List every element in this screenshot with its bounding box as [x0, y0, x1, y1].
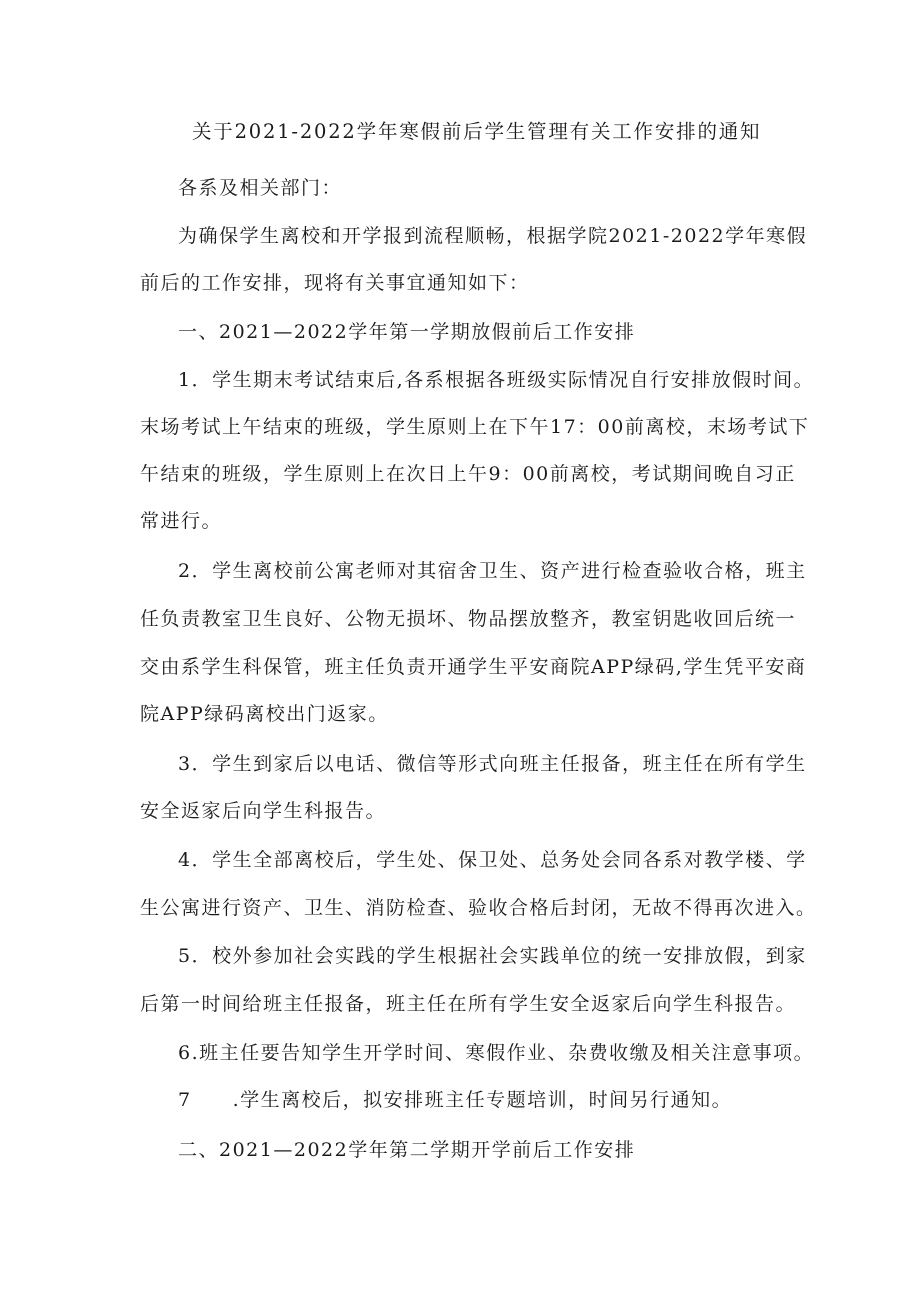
item-5-line-2: 后第一时间给班主任报备，班主任在所有学生安全返家后向学生科报告。 [140, 993, 797, 1015]
item-7-line-1: 7 .学生离校后，拟安排班主任专题培训，时间另行通知。 [178, 1089, 733, 1111]
document-title: 关于2021-2022学年寒假前后学生管理有关工作安排的通知 [192, 120, 762, 143]
item-1-line-2: 末场考试上午结束的班级，学生原则上在下午17：00前离校，末场考试下 [140, 416, 810, 438]
item-3-line-1: 3．学生到家后以电话、微信等形式向班主任报备，班主任在所有学生 [178, 753, 807, 775]
intro-line-1: 为确保学生离校和开学报到流程顺畅，根据学院2021-2022学年寒假 [178, 225, 808, 247]
section-2-heading: 二、2021—2022学年第二学期开学前后工作安排 [178, 1139, 636, 1161]
salutation: 各系及相关部门： [178, 177, 343, 199]
item-2-line-2: 任负责教室卫生良好、公物无损坏、物品摆放整齐，教室钥匙收回后统一 [140, 608, 797, 630]
item-1-line-3: 午结束的班级，学生原则上在次日上午9：00前离校，考试期间晚自习正 [140, 463, 796, 485]
item-4-line-2: 生公寓进行资产、卫生、消防检查、验收合格后封闭，无故不得再次进入。 [140, 897, 817, 919]
item-3-line-2: 安全返家后向学生科报告。 [140, 800, 387, 822]
item-6-line-1: 6.班主任要告知学生开学时间、寒假作业、杂费收缴及相关注意事项。 [178, 1042, 815, 1064]
item-1-line-4: 常进行。 [140, 510, 223, 532]
item-2-line-1: 2．学生离校前公寓老师对其宿舍卫生、资产进行检查验收合格，班主 [178, 560, 807, 582]
section-1-heading: 一、2021—2022学年第一学期放假前后工作安排 [178, 321, 636, 343]
item-2-line-4: 院APP绿码离校出门返家。 [140, 703, 389, 725]
item-2-line-3: 交由系学生科保管，班主任负责开通学生平安商院APP绿码,学生凭平安商 [140, 656, 807, 678]
item-4-line-1: 4．学生全部离校后，学生处、保卫处、总务处会同各系对教学楼、学 [178, 849, 807, 871]
item-1-line-1: 1．学生期末考试结束后,各系根据各班级实际情况自行安排放假时间。 [178, 369, 815, 391]
intro-line-2: 前后的工作安排，现将有关事宜通知如下： [140, 272, 530, 294]
item-5-line-1: 5．校外参加社会实践的学生根据社会实践单位的统一安排放假，到家 [178, 945, 807, 967]
